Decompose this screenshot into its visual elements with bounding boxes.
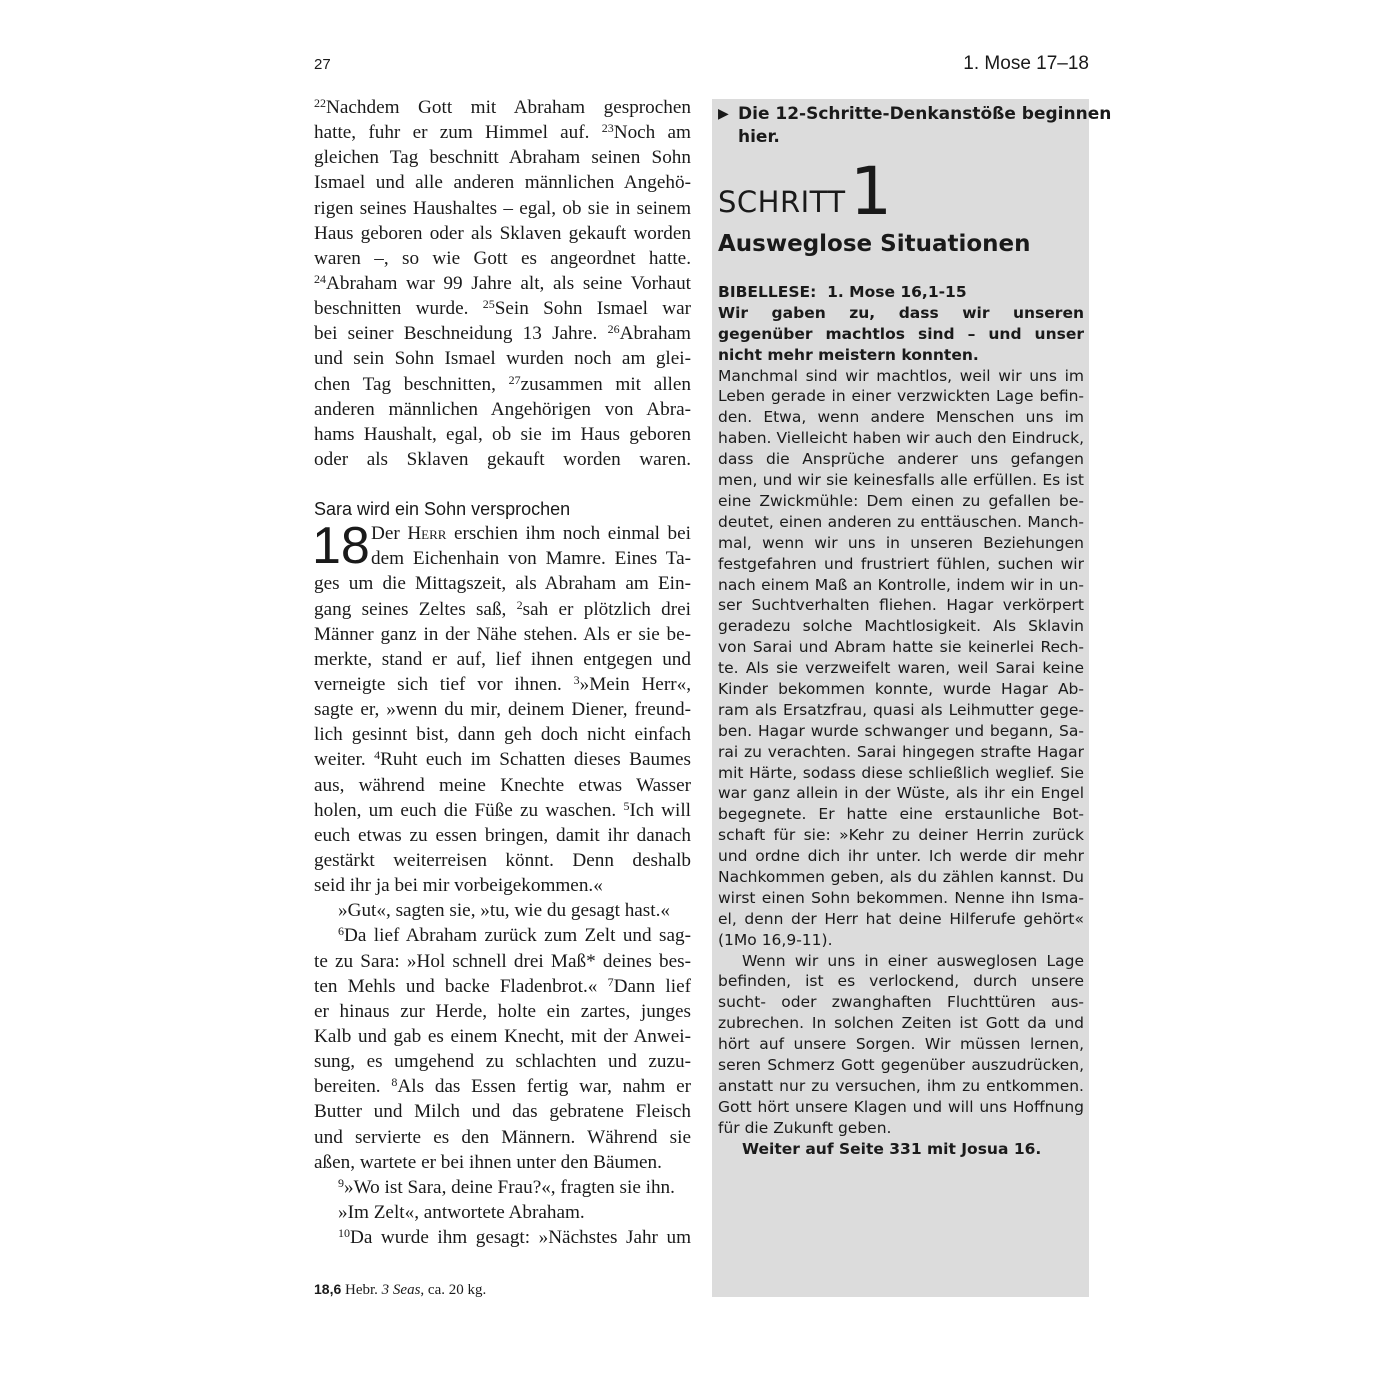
text-line [314,447,691,472]
verse-number: 7 [607,974,614,989]
body-line: Gott hört unsere Klagen und will uns Hoffnung [718,1097,1084,1116]
text-line [314,747,691,772]
continue-note: Weiter auf Seite 331 mit Josua 16. [742,1139,1042,1158]
verses-paragraph-18a [314,571,691,898]
verses-paragraph-18b [314,898,691,1250]
line-text: Männer ganz in der Nähe stehen. Als er sie be- [314,623,691,645]
body-line: seren Schmerz Gott gegenüber auszudrücken, [718,1056,1084,1074]
line-text: Haus geboren oder als Sklaven gekauft worden [314,222,691,244]
line-text: gleichen Tag beschnitt Abraham seinen Sohn [314,147,691,169]
line-text: Kalb und gab es einem Knecht, mit der Anwei- [314,1025,691,1047]
line-text: hatte, fuhr er zum Himmel auf. [314,122,602,144]
line-text: te zu Sara: »Hol schnell drei Maß* deines bes- [314,950,691,972]
text-line [314,1200,691,1225]
body-line: geradezu solche Machtlosigkeit. Als Sklavin [718,617,1084,636]
text-line [314,697,691,722]
line-text: chen Tag beschnitten, [314,373,509,395]
text-line [314,773,691,798]
text-line [314,1175,691,1200]
text-line [314,1024,691,1049]
body-line: (1Mo 16,9-11). [718,930,833,949]
line-text: aßen, wartete er bei ihnen unter den Bäumen. [314,1151,662,1173]
body-line: zubrechen. In solchen Zeiten ist Gott da und [718,1014,1084,1033]
line-text: sagte er, »wenn du mir, deinem Diener, freund- [314,699,691,721]
reading-block [718,282,1084,1159]
text-line [314,647,691,672]
line-text: bei seiner Beschneidung 13 Jahre. [314,323,608,345]
text-line [314,873,691,898]
text-line [314,597,691,622]
text-line [314,622,691,647]
body-line: Nachkommen geben, als du zählen kannst. Du [718,867,1084,886]
intro-line: Die 12-Schritte-Denkanstöße beginnen [738,104,1112,124]
reading-line [718,282,1084,303]
verse-number: 3 [573,672,580,687]
body-line: anstatt nur zu versuchen, ihm zu entkommen. [718,1076,1084,1095]
page-number: 27 [314,56,331,73]
body-line: ram als Ersatzfrau, quasi als Leihmutter gege- [718,700,1084,719]
line-text: Als das Essen fertig war, nahm er [397,1076,691,1098]
line-text: Butter und Milch und das gebratene Fleisch [314,1101,691,1123]
text-line [314,170,691,195]
line-text: euch etwas zu essen bringen, damit ihr danach [314,824,691,846]
reading-label: BIBELLESE: [718,283,817,301]
line-text: erschien ihm noch einmal bei [446,523,691,545]
line-text: sah er plötzlich drei [522,598,691,620]
step-statement [718,303,1084,366]
chapter-18-block [312,517,691,898]
body-line: rai zu verachten. Sarai hingegen strafte Hagar [718,742,1084,761]
line-text: und servierte es den Männern. Während sie [314,1126,691,1148]
text-line [314,672,691,697]
body-line: hört auf unsere Sorgen. Wir müssen lernen, [718,1035,1084,1054]
body-line: Wenn wir uns in einer ausweglosen Lage [742,951,1084,970]
step-heading [718,153,1084,230]
text-line [314,145,691,170]
text-line [314,246,691,271]
verses-paragraph-17 [314,95,691,472]
footnote-text-b: , ca. 20 kg. [420,1282,487,1298]
text-line [314,321,691,346]
verse-number: 4 [374,748,381,763]
line-text: gang seines Zeltes saß, [314,598,517,620]
body-line: haben. Vielleicht haben wir auch den Eindruck, [718,429,1084,448]
body-line: Leben gerade in einer verzwickten Lage befin- [718,387,1084,406]
text-line [314,974,691,999]
line-text: Dann lief [613,975,691,997]
statement-line: gegenüber machtlos sind – und unser [718,324,1084,343]
line-text: »Mein Herr«, [579,673,691,695]
text-line [314,999,691,1024]
footnote [314,1281,486,1299]
line-text: Abraham war 99 Jahre alt, als seine Vorhaut [326,272,691,294]
verse-number: 22 [314,96,326,110]
line-text: seid ihr ja bei mir vorbeigekommen.« [314,875,603,897]
line-text: waren –, so wie Gott es angeordnet hatte. [314,247,691,269]
line-text: verneigte sich tief vor ihnen. [314,673,574,695]
verse-number: 6 [338,924,344,939]
step-title: Ausweglose Situationen [718,231,1031,257]
line-text: Abraham [619,323,691,345]
body-line: und ordne dich ihr unter. Ich werde dir mehr [718,847,1084,866]
verse-number: 24 [314,271,326,286]
body-line: men, und wir sie keinesfalls alle erfüllen. Es ist [718,471,1084,490]
body-line: sucht- oder zwanghaften Fluchttüren aus- [718,993,1084,1012]
text-line [314,722,691,747]
line-text: zusammen mit allen [520,373,691,395]
body-line: von Sarai und Abram hatte sie keinerlei Rech- [718,638,1084,657]
text-line [314,1099,691,1124]
body-line: Kinder bekommen konnte, wurde Hagar Ab- [718,679,1084,698]
body-line: deutet, einen anderen zu enttäuschen. Manch- [718,512,1084,531]
line-text: Noch am [613,122,691,144]
footnote-ref: 18,6 [314,1281,342,1297]
line-text: merkte, stand er auf, lief ihnen entgegen und [314,648,691,670]
body-line: ben. Hagar wurde schwanger und begann, Sa- [718,721,1084,740]
line-text: aus, während meine Knechte etwas Wasser [314,774,691,796]
line-text: und sein Sohn Ismael wurden noch am glei- [314,348,691,370]
text-line [314,1125,691,1150]
line-text: lich gesinnt bist, dann geh doch nicht einfach [314,724,691,746]
footnote-italic: 3 Seas [381,1282,421,1298]
section-heading: Sara wird ein Sohn versprochen [314,499,571,520]
step-word: SCHRITT [718,185,846,219]
line-text: ten Mehls und backe Fladenbrot.« [314,975,608,997]
text-line [314,397,691,422]
running-head: 1. Mose 17–18 [963,53,1089,74]
line-text: er hinaus zur Herde, holte ein zartes, junges [314,1000,691,1022]
body-line: el, denn der Herr hat deine Hilferufe gehört« [718,909,1084,928]
line-text: dem Eichenhain von Mamre. Eines Ta- [371,548,691,570]
body-line: befinden, ist es verlockend, durch unsere [718,972,1084,991]
body-line: ser Suchtverhalten fliehen. Hagar verkörpert [718,596,1084,615]
text-line [314,372,691,397]
verse-number: 8 [391,1075,398,1090]
body-line: den. Etwa, wenn andere Menschen uns im [718,408,1084,427]
line-text: ges um die Mittagszeit, als Abraham am Ein- [314,573,691,595]
body-line: te. Als sie verzweifelt waren, weil Sarai keine [718,659,1084,678]
text-line [314,1074,691,1099]
reading-ref: 1. Mose 16,1-15 [827,283,967,301]
text-line [314,271,691,296]
text-line [314,571,691,596]
text-line [314,823,691,848]
body-line: festgefahren und frustriert fühlen, suchen wir [718,554,1084,573]
verse-number: 5 [623,798,630,813]
sidebar-body-text [718,366,1084,1139]
verse-number: 23 [601,121,614,136]
text-line [314,120,691,145]
body-line: Manchmal sind wir machtlos, weil wir uns im [718,366,1084,385]
intro-line: hier. [738,127,780,147]
text-line [314,949,691,974]
line-text: Ich will [629,799,691,821]
text-line [314,346,691,371]
lord-smallcaps: Herr [407,523,447,545]
text-line [314,923,691,948]
body-line: für die Zukunft geben. [718,1118,892,1137]
body-line: mal, wenn wir uns in unseren Beziehungen [718,533,1084,552]
intro-note [718,103,1112,149]
line-text: beschnitten wurde. [314,298,483,320]
verse-number: 10 [338,1226,350,1241]
body-line: wirst einen Sohn bekommen. Nenne ihn Isma- [718,888,1084,907]
text-line [314,95,691,120]
line-text: Ismael und alle anderen männlichen Angehö- [314,172,691,194]
text-line [314,848,691,873]
body-line: mit Härte, sodass diese schließlich weglief. Sie [718,763,1084,782]
verse-number: 27 [508,372,521,387]
verse-number: 26 [607,322,620,337]
text-line [314,1150,691,1175]
body-line: dass die Ansprüche anderer uns gefangen [718,450,1084,469]
statement-line: nicht mehr meistern konnten. [718,345,979,364]
text-line [314,798,691,823]
line-text: Nachdem Gott mit Abraham gesprochen [326,97,691,118]
text-line [314,296,691,321]
verse-number: 25 [482,297,495,312]
body-line: begegnete. Er hatte eine erstaunliche Bot- [718,805,1084,824]
line-text: anderen männlichen Angehörigen von Abra- [314,398,691,420]
text-line [314,521,691,546]
statement-line: Wir gaben zu, dass wir unseren [718,303,1084,322]
body-line: schaft für sie: »Kehr zu deiner Herrin zurück [718,826,1084,845]
verse-number: 2 [516,597,523,612]
line-text: Sein Sohn Ismael war [494,298,691,320]
line-text: hams Haushalt, egal, ob sie im Haus geboren [314,423,691,445]
line-text: rigen seines Haushaltes – egal, ob sie in seinem [314,197,691,219]
main-text-column [314,95,691,1250]
body-line: eine Zwickmühle: Dem einen zu gefallen be- [718,491,1084,510]
text-line [314,196,691,221]
line-text: sung, es umgehend zu schlachten und zuzu- [314,1051,691,1073]
text-line [314,1049,691,1074]
line-text: Der [371,523,408,545]
line-text: Ruht euch im Schatten dieses Baumes [380,749,691,771]
line-text: oder als Sklaven gekauft worden waren. [314,448,691,470]
line-text: weiter. [314,749,375,771]
chapter-number: 18 [312,517,370,576]
text-line [314,422,691,447]
text-line [314,546,691,571]
line-text: holen, um euch die Füße zu waschen. [314,799,624,821]
line-text: gestärkt weiterreisen könnt. Denn deshalb [314,849,691,871]
text-line [314,898,691,923]
line-text: »Gut«, sagten sie, »tu, wie du gesagt hast.« [338,900,670,922]
text-line [314,1225,691,1250]
drop-cap-lines [312,517,691,576]
line-text: Da lief Abraham zurück zum Zelt und sag- [344,925,691,947]
step-number: 1 [850,153,892,230]
footnote-text-a: Hebr. [341,1282,382,1298]
line-text: »Wo ist Sara, deine Frau?«, fragten sie ihn. [344,1176,675,1198]
body-line: nach einem Maß an Kontrolle, indem wir in un- [718,575,1084,594]
line-text: bereiten. [314,1076,392,1098]
text-line [314,221,691,246]
line-text: »Im Zelt«, antwortete Abraham. [338,1201,585,1223]
line-text: Da wurde ihm gesagt: »Nächstes Jahr um [350,1227,691,1249]
twelve-steps-sidebar [712,99,1112,1297]
triangle-right-icon: ▶ [718,106,729,122]
verse-number: 9 [338,1175,344,1190]
body-line: war ganz allein in der Wüste, als ihr ein Engel [718,784,1084,803]
